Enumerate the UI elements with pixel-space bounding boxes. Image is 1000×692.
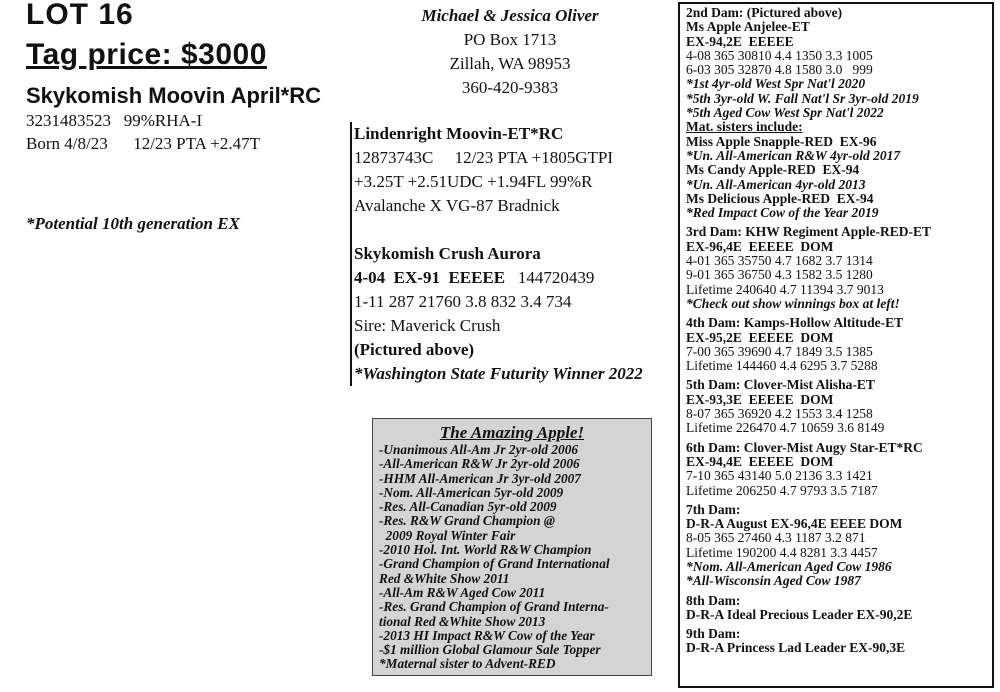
sire-dam-block <box>350 122 643 386</box>
sire-line-3: Avalanche X VG-87 Bradnick <box>354 196 560 215</box>
dam-generation-line: D-R-A Ideal Precious Leader EX-90,2E <box>686 606 913 622</box>
dam-generation-line: Ms Delicious Apple-RED EX-94 <box>686 190 874 206</box>
amazing-apple-item: -All-Am R&W Aged Cow 2011 <box>379 584 546 600</box>
dam-generation-line: D-R-A Princess Lad Leader EX-90,3E <box>686 640 906 656</box>
dam-generation-line: 7-00 365 39690 4.7 1849 3.5 1385 <box>686 343 873 359</box>
dam-award: *Washington State Futurity Winner 2022 <box>354 364 643 383</box>
dam-generation-heading: 7th Dam: <box>686 501 741 517</box>
amazing-apple-item: -2013 HI Impact R&W Cow of the Year <box>379 627 595 643</box>
owner-contact <box>350 4 670 100</box>
dam-generation-line: 6-03 305 32870 4.8 1580 3.0 999 <box>686 62 873 78</box>
dam-generation-line: Lifetime 226470 4.7 10659 3.6 8149 <box>686 420 885 436</box>
dam-generation-line: 4-01 365 35750 4.7 1682 3.7 1314 <box>686 253 873 269</box>
registration-line: 3231483523 99%RHA-I <box>26 111 203 130</box>
dam-generation-line: 8-07 365 36920 4.2 1553 3.4 1258 <box>686 406 873 422</box>
owner-phone: 360-420-9383 <box>461 78 559 97</box>
dam-registration: 144720439 <box>517 268 595 287</box>
dam-score: 4-04 EX-91 EEEEE <box>354 268 506 287</box>
dam-generation-heading: 4th Dam: Kamps-Hollow Altitude-ET <box>686 315 904 331</box>
dam-generation-line: *Nom. All-American Aged Cow 1986 <box>686 558 892 574</box>
amazing-apple-item: tional Red &White Show 2013 <box>379 613 546 629</box>
dam-generation-section <box>686 627 986 656</box>
dam-generation-section <box>686 441 986 498</box>
dam-generation-line: *Un. All-American R&W 4yr-old 2017 <box>686 147 901 163</box>
amazing-apple-item: Red &White Show 2011 <box>379 570 510 586</box>
maternal-pedigree-column <box>678 2 994 688</box>
dam-generation-line: 7-10 365 43140 5.0 2136 3.3 1421 <box>686 468 873 484</box>
dam-generation-heading: 9th Dam: <box>686 626 741 642</box>
dam-generation-line: *Un. All-American 4yr-old 2013 <box>686 176 866 192</box>
sire-name: Lindenright Moovin-ET*RC <box>354 124 564 143</box>
dam-pictured-note: (Pictured above) <box>354 340 475 359</box>
amazing-apple-item: -Nom. All-American 5yr-old 2009 <box>379 484 564 500</box>
amazing-apple-item: -$1 million Global Glamour Sale Topper <box>379 642 601 658</box>
dam-generation-section <box>686 503 986 589</box>
dam-generation-line: Mat. sisters include: <box>686 119 803 135</box>
amazing-apple-box <box>372 418 652 676</box>
amazing-apple-item: -Res. Grand Champion of Grand Interna- <box>379 599 609 615</box>
amazing-apple-item: -Res. R&W Grand Champion @ <box>379 513 555 529</box>
dam-generation-line: *Check out show winnings box at left! <box>686 295 900 311</box>
dam-generation-line: *All-Wisconsin Aged Cow 1987 <box>686 573 861 589</box>
dam-generation-line: Lifetime 240640 4.7 11394 3.7 9013 <box>686 281 884 297</box>
amazing-apple-item: -HHM All-American Jr 3yr-old 2007 <box>379 470 581 486</box>
dam-generation-line: *5th Aged Cow West Spr Nat'l 2022 <box>686 105 884 121</box>
dam-generation-line: Lifetime 190200 4.4 8281 3.3 4457 <box>686 544 878 560</box>
amazing-apple-item: -Res. All-Canadian 5yr-old 2009 <box>379 499 557 515</box>
amazing-apple-item: -2010 Hol. Int. World R&W Champion <box>379 542 592 558</box>
dam-generation-line: 4-08 365 30810 4.4 1350 3.3 1005 <box>686 47 873 63</box>
potential-note: *Potential 10th generation EX <box>26 214 240 233</box>
animal-name: Skykomish Moovin April*RC <box>26 83 322 108</box>
owner-address-line-2: Zillah, WA 98953 <box>449 54 571 73</box>
dam-sire: Sire: Maverick Crush <box>354 316 501 335</box>
birth-pta-line: Born 4/8/23 12/23 PTA +2.47T <box>26 134 260 153</box>
amazing-apple-item: -All-American R&W Jr 2yr-old 2006 <box>379 456 580 472</box>
dam-generation-section <box>686 6 986 220</box>
amazing-apple-title: The Amazing Apple! <box>439 423 585 442</box>
dam-generation-line: D-R-A August EX-96,4E EEEE DOM <box>686 516 903 532</box>
dam-generation-section <box>686 594 986 623</box>
dam-generation-line: 8-05 365 27460 4.3 1187 3.2 871 <box>686 530 866 546</box>
dam-generation-line: Lifetime 144460 4.4 6295 3.7 5288 <box>686 358 878 374</box>
dam-generation-line: EX-94,2E EEEEE <box>686 33 794 49</box>
amazing-apple-item: -Grand Champion of Grand International <box>379 556 610 572</box>
dam-generation-section <box>686 316 986 373</box>
dam-generation-line: *Red Impact Cow of the Year 2019 <box>686 205 879 221</box>
dam-generation-line: Miss Apple Snapple-RED EX-96 <box>686 133 877 149</box>
dam-generation-heading: 6th Dam: Clover-Mist Augy Star-ET*RC <box>686 439 923 455</box>
owner-name: Michael & Jessica Oliver <box>421 6 599 25</box>
dam-generation-line: Ms Apple Anjelee-ET <box>686 19 810 35</box>
amazing-apple-item: 2009 Royal Winter Fair <box>379 527 516 543</box>
dam-generation-line: EX-94,4E EEEEE DOM <box>686 453 834 469</box>
dam-generation-section <box>686 378 986 435</box>
lot-title: LOT 16 <box>26 0 134 31</box>
sire-line-2: +3.25T +2.51UDC +1.94FL 99%R <box>354 172 593 191</box>
dam-name: Skykomish Crush Aurora <box>354 244 541 263</box>
dam-generation-line: EX-95,2E EEEEE DOM <box>686 329 834 345</box>
tag-price: Tag price: $3000 <box>26 38 267 71</box>
dam-generation-heading: 3rd Dam: KHW Regiment Apple-RED-ET <box>686 224 931 240</box>
amazing-apple-item: -Unanimous All-Am Jr 2yr-old 2006 <box>379 442 578 457</box>
owner-address-line-1: PO Box 1713 <box>463 30 557 49</box>
sire-line-1: 12873743C 12/23 PTA +1805GTPI <box>354 148 613 167</box>
amazing-apple-item: *Maternal sister to Advent-RED <box>379 656 556 672</box>
dam-generation-line: EX-96,4E EEEEE DOM <box>686 238 834 254</box>
dam-generation-line: EX-93,3E EEEEE DOM <box>686 391 834 407</box>
dam-score-line <box>354 266 643 290</box>
dam-generation-heading: 8th Dam: <box>686 592 741 608</box>
dam-record: 1-11 287 21760 3.8 832 3.4 734 <box>354 292 572 311</box>
dam-generation-line: *1st 4yr-old West Spr Nat'l 2020 <box>686 76 866 92</box>
dam-generation-line: *5th 3yr-old W. Fall Nat'l Sr 3yr-old 2019 <box>686 90 919 106</box>
dam-generation-heading: 2nd Dam: (Pictured above) <box>686 5 843 20</box>
dam-generation-line: Lifetime 206250 4.7 9793 3.5 7187 <box>686 482 878 498</box>
dam-generation-line: 9-01 365 36750 4.3 1582 3.5 1280 <box>686 267 873 283</box>
dam-generation-line: Ms Candy Apple-RED EX-94 <box>686 162 860 178</box>
dam-generation-section <box>686 225 986 311</box>
dam-generation-heading: 5th Dam: Clover-Mist Alisha-ET <box>686 377 875 393</box>
amazing-apple-list <box>379 443 645 672</box>
